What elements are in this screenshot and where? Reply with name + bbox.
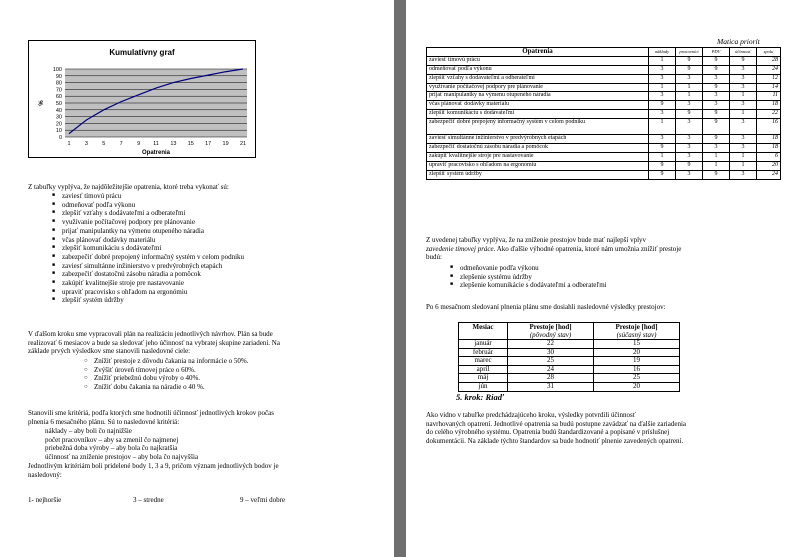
measure-item: ■ zlepšiť komunikáciu s dodávateľmi [52, 244, 244, 253]
x-tick-label: 15 [187, 141, 194, 147]
x-tick-label: 19 [222, 141, 229, 147]
matrix-cell-score: 9 [649, 170, 676, 179]
criterion-line: priebežná doba výroby – aby bola čo najkratšia [45, 444, 178, 453]
priority-matrix [426, 47, 781, 180]
points-paragraph-line: nasledovný: [28, 470, 62, 479]
matrix-row [427, 170, 781, 179]
scale-best: 9 – veľmi dobre [240, 496, 286, 504]
matrix-row [427, 152, 781, 161]
plan-paragraph-line: realizovať 6 mesiacov a bude sa sledovať jeho účinnosť na vybratej skupine zariadení. Na [28, 338, 280, 347]
matrix-cell-score: 1 [649, 56, 676, 65]
x-tick-label: 1 [67, 141, 71, 147]
result-paragraph-line: Z uvedenej tabuľky vyplýva, že na zníženie prestojov bude mať najlepší vplyv [426, 236, 647, 244]
downtime-current: 19 [594, 357, 680, 366]
y-tick-label: 70 [55, 87, 62, 94]
points-paragraph-line: Jednotlivým kritériám boli pridelené body 1, 3 a 9, pričom význam jednotlivých bodov je [28, 462, 279, 470]
matrix-cell-score: 3 [730, 83, 757, 92]
matrix-row [427, 74, 781, 83]
matrix-cell-total: 11 [757, 92, 781, 101]
matrix-cell-name: využívanie počítačovej podpory pre plánovanie [427, 83, 649, 92]
plan-paragraph-line: V ďalšom kroku sme vypracovali plán na realizáciu jednotlivých návrhov. Plán sa bude [28, 330, 273, 338]
matrix-cell-total: 18 [757, 144, 781, 153]
matrix-header-workers: pracovníci [676, 48, 703, 57]
downtime-row [459, 374, 680, 383]
intro-text: Z tabuľky vyplýva, že najdôležitejšie opatrenia, ktoré treba vykonať sú: [28, 183, 229, 191]
matrix-cell-score: 3 [676, 74, 703, 83]
x-tick-label: 21 [239, 141, 247, 147]
measure-item: ■ zakúpiť kvalitnejšie stroje pre nastavovanie [52, 279, 244, 288]
matrix-cell-score: 1 [649, 83, 676, 92]
matrix-row [427, 101, 781, 110]
y-tick-label: 20 [55, 121, 62, 128]
matrix-cell-score: 1 [730, 152, 757, 161]
matrix-cell-score: 3 [703, 101, 730, 110]
matrix-header-row [427, 48, 781, 57]
matrix-row [427, 92, 781, 101]
downtime-original: 28 [508, 374, 594, 383]
x-tick-label: 7 [119, 141, 123, 147]
matrix-cell-score: 9 [649, 161, 676, 170]
matrix-row [427, 135, 781, 144]
y-tick-label: 0 [58, 135, 62, 141]
matrix-cell-score: 3 [730, 144, 757, 153]
matrix-header-costs: náklady [649, 48, 676, 57]
matrix-cell-score: 9 [703, 83, 730, 92]
matrix-cell-score: 9 [730, 56, 757, 65]
downtime-current: 20 [594, 348, 680, 357]
matrix-cell-total: 22 [757, 110, 781, 119]
downtime-current: 15 [594, 340, 680, 349]
criteria-paragraph-line: plnenia 6 mesačného plánu. Sú to nasledovné kritériá: [28, 417, 180, 426]
left-page [0, 0, 394, 557]
matrix-cell-score: 3 [676, 101, 703, 110]
measure-item: ■ zaviesť tímovú prácu [52, 192, 244, 201]
scale-worst: 1- nejhoršie [28, 496, 62, 504]
measure-item: ■ zlepšiť vzťahy s dodávateľmi a odberateľmi [52, 209, 244, 218]
conclusion-paragraph-line: navrhovaných opatrení. Jednotlivé opatrenia sa budú postupne zavádzať na ďalšie zariadenia [426, 419, 686, 428]
matrix-cell-score: 9 [703, 119, 730, 135]
x-axis-label: Opatrenia [141, 150, 171, 156]
downtime-row [459, 357, 680, 366]
matrix-cell-name: odmeňovať podľa výkonu [427, 65, 649, 74]
downtime-row [459, 340, 680, 349]
downtime-table [458, 322, 680, 392]
matrix-cell-score: 9 [703, 56, 730, 65]
matrix-cell-name: zaviesť tímovú prácu [427, 56, 649, 65]
downtime-original: 22 [508, 340, 594, 349]
measure-item: ■ zlepšiť systém údržby [52, 296, 244, 305]
matrix-cell-score: 9 [703, 110, 730, 119]
x-tick-label: 9 [137, 141, 141, 147]
matrix-cell-total: 24 [757, 65, 781, 74]
matrix-cell-name: prijať manipulantky na výmenu otupeného náradia [427, 92, 649, 101]
x-tick-label: 17 [205, 141, 212, 147]
measure-item: ■ prijať manipulantky na výmenu otupeného náradia [52, 227, 244, 236]
criterion-line: účinnosť na zníženie prestojov – aby bola čo najvyššia [45, 453, 199, 462]
scale-medium: 3 – stredne [133, 496, 164, 504]
y-tick-label: 30 [55, 114, 62, 121]
downtime-original: 31 [508, 382, 594, 391]
matrix-cell-score: 9 [676, 56, 703, 65]
downtime-row [459, 348, 680, 357]
matrix-cell-score: 3 [730, 101, 757, 110]
matrix-row [427, 110, 781, 119]
y-tick-label: 50 [55, 101, 62, 107]
matrix-header-total: spolu [757, 48, 781, 57]
criterion-line: počet pracovníkov – aby sa zmenil čo najmenej [45, 435, 179, 444]
result-bullets [450, 264, 607, 290]
result-paragraph-line: zavedenie tímovej práce. Ako ďalšie výhodné opatrenia, ktoré nám umožnia znížiť prestoje [426, 244, 682, 253]
monitoring-text: Po 6 mesačnom sledovaní plnenia plánu sme dosiahli nasledovné výsledky prestojov: [426, 303, 666, 311]
downtime-original: 24 [508, 365, 594, 374]
matrix-cell-score: 1 [676, 83, 703, 92]
points-paragraph [28, 462, 279, 479]
result-paragraph-line: budú: [426, 253, 442, 262]
y-tick-label: 60 [55, 94, 62, 101]
measure-item: ■ odmeňovať podľa výkonu [52, 201, 244, 210]
matrix-cell-score: 3 [676, 152, 703, 161]
downtime-current: 25 [594, 374, 680, 383]
y-tick-label: 80 [55, 80, 62, 87]
result-bullet-item: ■ zlepšenie komunikácie s dodávateľmi a odberateľmi [450, 281, 607, 290]
goal-item: ○ Znížiť priebežnú dobu výroby o 40%. [84, 374, 248, 383]
measures-list [52, 192, 244, 305]
matrix-cell-score: 1 [730, 161, 757, 170]
downtime-header-month: Mesiac [459, 323, 508, 340]
chart-title: Kumulatívny graf [109, 48, 175, 57]
chart-plot [29, 41, 255, 157]
matrix-row [427, 119, 781, 135]
downtime-header-row [459, 323, 680, 340]
matrix-cell-score: 3 [730, 65, 757, 74]
measure-item: ■ zabezpečiť dostatočnú zásobu náradia a pomôcok [52, 270, 244, 279]
matrix-cell-score: 9 [703, 135, 730, 144]
conclusion-paragraph-line: Ako vidno v tabuľke predchádzajúceho kroku, výsledky potvrdili účinnosť [426, 411, 636, 419]
matrix-cell-score: 3 [676, 119, 703, 135]
matrix-cell-name: zabezpečiť dostatočnú zásobu náradia a pomôcok [427, 144, 649, 153]
result-bullet-item: ■ odmeňovanie podľa výkonu [450, 264, 607, 273]
downtime-original: 25 [508, 357, 594, 366]
matrix-cell-total: 18 [757, 135, 781, 144]
italic-phrase: zavedenie tímovej práce [426, 244, 494, 253]
matrix-cell-score: 3 [649, 135, 676, 144]
y-tick-label: 100 [52, 67, 62, 73]
x-tick-label: 3 [84, 141, 88, 147]
matrix-cell-total: 6 [757, 152, 781, 161]
matrix-row [427, 161, 781, 170]
downtime-header-original: Prestoje [hod] (pôvodný stav) [508, 323, 594, 340]
matrix-cell-score: 9 [676, 65, 703, 74]
matrix-cell-score: 9 [676, 110, 703, 119]
measure-item: ■ zabezpečiť dobré prepojený informačný systém v celom podniku [52, 253, 244, 262]
matrix-cell-name: zakúpiť kvalitnejšie stroje pre nastavovanie [427, 152, 649, 161]
matrix-cell-score: 3 [649, 65, 676, 74]
criteria-list [45, 427, 198, 462]
x-tick-label: 13 [170, 141, 177, 147]
downtime-month: jún [459, 382, 508, 391]
matrix-cell-score: 3 [730, 74, 757, 83]
matrix-header-pdv: PDV [703, 48, 730, 57]
plan-paragraph [28, 330, 280, 356]
matrix-cell-name: zabezpečiť dobré prepojený informačný systém v celom podniku [427, 119, 649, 135]
matrix-cell-total: 28 [757, 56, 781, 65]
matrix-cell-total: 24 [757, 170, 781, 179]
result-bullet-item: ■ zlepšenie systému údržby [450, 273, 607, 282]
matrix-row [427, 83, 781, 92]
downtime-current: 20 [594, 382, 680, 391]
matrix-cell-total: 20 [757, 161, 781, 170]
matrix-cell-score: 3 [730, 119, 757, 135]
matrix-cell-name: zlepšiť komunikáciu s dodávateľmi [427, 110, 649, 119]
y-axis-label: % [39, 100, 45, 106]
matrix-cell-score: 3 [730, 135, 757, 144]
matrix-cell-score: 1 [730, 92, 757, 101]
matrix-cell-name: zlepšiť vzťahy s dodávateľmi a odberateľmi [427, 74, 649, 83]
matrix-cell-score: 3 [649, 110, 676, 119]
matrix-cell-score: 1 [703, 161, 730, 170]
goal-item: ○ Zvýšiť úroveň tímovej práce o 60%. [84, 366, 248, 375]
downtime-current: 16 [594, 365, 680, 374]
measure-item: ■ včas plánovať dodávky materiálu [52, 236, 244, 245]
criteria-paragraph-line: Stanovili sme kritériá, podľa ktorých sme hodnotili účinnosť jednotlivých krokov počas [28, 409, 274, 417]
goal-item: ○ Znížiť prestoje z dôvodu čakania na informácie o 50%. [84, 357, 248, 366]
matrix-cell-score: 9 [649, 144, 676, 153]
matrix-cell-score: 3 [649, 92, 676, 101]
downtime-month: február [459, 348, 508, 357]
matrix-row [427, 144, 781, 153]
downtime-month: marec [459, 357, 508, 366]
matrix-cell-name: včas plánovať dodávky materiálu [427, 101, 649, 110]
measure-item: ■ využívanie počítačovej podpory pre plánovanie [52, 218, 244, 227]
matrix-cell-total: 18 [757, 101, 781, 110]
x-tick-label: 5 [102, 141, 106, 147]
matrix-cell-score: 1 [730, 110, 757, 119]
criteria-paragraph [28, 409, 274, 426]
matrix-cell-score: 9 [676, 161, 703, 170]
y-tick-label: 10 [55, 128, 62, 135]
matrix-cell-score: 3 [703, 92, 730, 101]
matrix-cell-score: 9 [703, 170, 730, 179]
matrix-row [427, 56, 781, 65]
matrix-cell-total: 16 [757, 119, 781, 135]
downtime-row [459, 365, 680, 374]
matrix-cell-score: 3 [676, 170, 703, 179]
matrix-cell-score: 1 [703, 152, 730, 161]
matrix-title: Matica priorít [717, 37, 760, 46]
cumulative-chart [28, 40, 256, 158]
step-title: 5. krok: Riaď [456, 392, 505, 402]
matrix-cell-score: 1 [676, 92, 703, 101]
conclusion-paragraph [426, 411, 781, 446]
downtime-month: apríl [459, 365, 508, 374]
matrix-cell-score: 3 [676, 135, 703, 144]
matrix-cell-score: 9 [649, 101, 676, 110]
matrix-cell-score: 1 [649, 119, 676, 135]
goals-list [84, 357, 248, 392]
plan-paragraph-line: základe prvých výsledkov sme stanovili nasledovné ciele: [28, 347, 191, 356]
matrix-header-efficiency: účinnosť [730, 48, 757, 57]
measure-item: ■ zaviesť simultánne inžinierstvo v predvýrobných etapách [52, 262, 244, 271]
downtime-row [459, 382, 680, 391]
downtime-original: 30 [508, 348, 594, 357]
y-tick-label: 90 [55, 73, 62, 80]
goal-item: ○ Znížiť dobu čakania na náradie o 40 %. [84, 383, 248, 392]
matrix-cell-score: 3 [703, 144, 730, 153]
matrix-cell-score: 3 [730, 170, 757, 179]
matrix-cell-score: 3 [676, 144, 703, 153]
matrix-cell-name: zlepšiť systém údržby [427, 170, 649, 179]
conclusion-paragraph-line: dokumentácii. Na základe týchto štandardov sa bude hodnotiť plnenie zavedených opatrení. [426, 437, 684, 446]
matrix-cell-name: upraviť pracovisko s ohľadom na ergonómiu [427, 161, 649, 170]
measure-item: ■ upraviť pracovisko s ohľadom na ergonómiu [52, 288, 244, 297]
downtime-header-current: Prestoje [hod] (súčasný stav) [594, 323, 680, 340]
matrix-cell-name: zaviesť simultánne inžinierstvo v predvýrobných etapách [427, 135, 649, 144]
matrix-cell-total: 14 [757, 83, 781, 92]
matrix-cell-total: 12 [757, 74, 781, 83]
matrix-cell-score: 3 [649, 74, 676, 83]
right-page [406, 0, 800, 557]
criterion-line: náklady – aby boli čo najnižšie [45, 427, 132, 435]
y-tick-label: 40 [55, 107, 62, 114]
matrix-header-measures: Opatrenia [427, 48, 649, 57]
downtime-month: máj [459, 374, 508, 383]
matrix-cell-score: 1 [649, 152, 676, 161]
matrix-cell-score: 9 [703, 65, 730, 74]
x-tick-label: 11 [153, 141, 159, 147]
matrix-row [427, 65, 781, 74]
conclusion-paragraph-line: do celého výrobného systému. Opatrenia budú štandardizované a popísané v príslušnej [426, 428, 670, 437]
matrix-cell-score: 3 [703, 74, 730, 83]
result-paragraph [426, 236, 681, 262]
downtime-month: január [459, 340, 508, 349]
page-gutter [394, 0, 406, 557]
